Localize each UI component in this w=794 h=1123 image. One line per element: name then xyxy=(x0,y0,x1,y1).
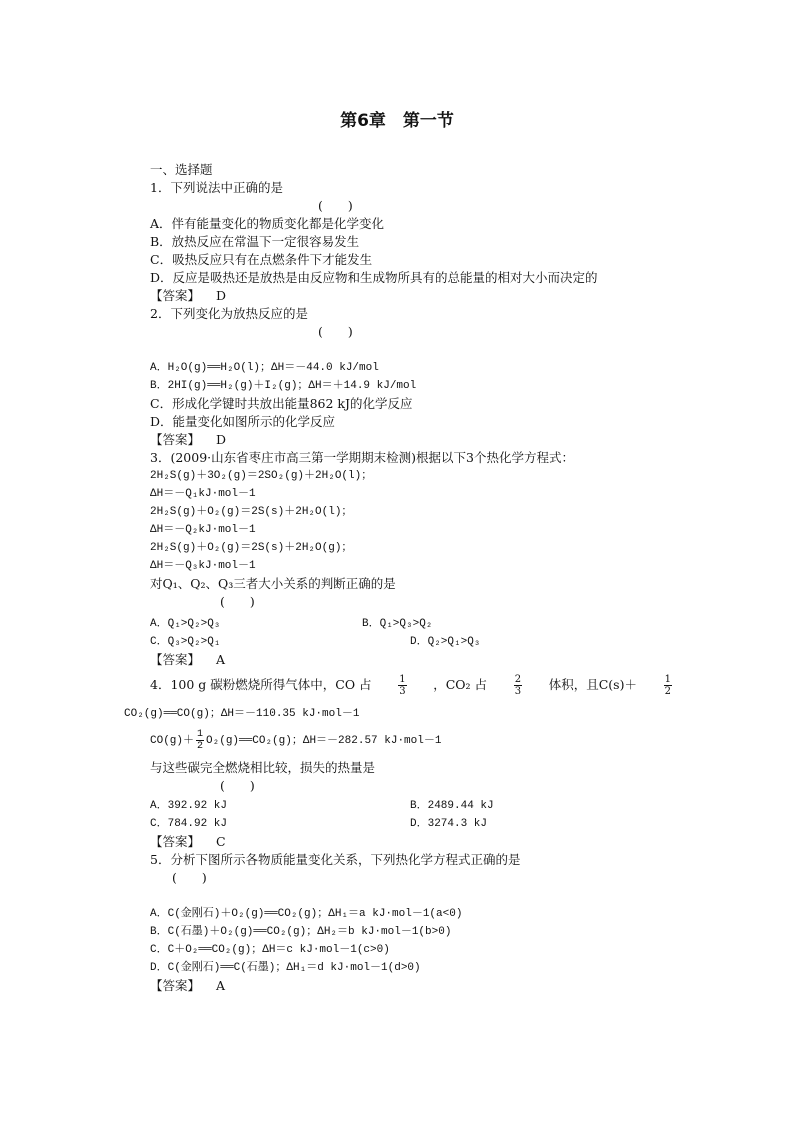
question-ask: 与这些碳完全燃烧相比较，损失的热量是 xyxy=(150,760,376,775)
enthalpy-1: ΔH＝－Q₁kJ·mol－1 xyxy=(150,488,256,500)
answer-value: D xyxy=(216,288,227,303)
option-a: A．Q₁>Q₂>Q₃ xyxy=(150,618,221,630)
equation-3: 2H₂S(g)＋O₂(g)＝2S(s)＋2H₂O(g)； xyxy=(150,542,353,554)
option-a: A．伴有能量变化的物质变化都是化学变化 xyxy=(150,216,385,231)
fraction-two-thirds: $\frac{2}{3}$ xyxy=(514,673,522,697)
option-d: D．能量变化如图所示的化学反应 xyxy=(150,414,336,429)
answer-label: 【答案】 xyxy=(150,834,201,849)
answer-value: A xyxy=(216,978,226,993)
answer-label: 【答案】 xyxy=(150,432,201,447)
option-a: A．C(金刚石)＋O₂(g)══CO₂(g)；ΔH₁＝a kJ·mol－1(a<0) xyxy=(150,908,463,920)
option-b: B．2HI(g)══H₂(g)＋I₂(g)；ΔH＝＋14.9 kJ/mol xyxy=(150,380,417,392)
answer-line xyxy=(150,432,226,448)
option-c: C．形成化学键时共放出能量862 kJ的化学反应 xyxy=(150,396,413,411)
option-c: C．C＋O₂══CO₂(g)；ΔH＝c kJ·mol－1(c>0) xyxy=(150,944,390,956)
fraction-one-half: $\frac{1}{2}$ xyxy=(197,728,204,752)
equation-line-3 xyxy=(150,726,441,756)
fraction-one-half: $\frac{1}{2}$ xyxy=(664,673,671,697)
answer-line xyxy=(150,834,226,850)
line3-part-1: CO(g)＋ xyxy=(150,735,195,747)
answer-line xyxy=(150,978,225,994)
enthalpy-2: ΔH＝－Q₂kJ·mol－1 xyxy=(150,524,256,536)
option-b: B．C(石墨)＋O₂(g)══CO₂(g)；ΔH₂＝b kJ·mol－1(b>0) xyxy=(150,926,452,938)
answer-paren: ( ) xyxy=(318,324,353,339)
answer-value: D xyxy=(216,432,227,447)
answer-value: A xyxy=(216,652,226,667)
question-stem xyxy=(150,670,674,700)
section-heading: 一、选择题 xyxy=(150,162,213,177)
question-stem: 3．(2009·山东省枣庄市高三第一学期期末检测)根据以下3个热化学方程式： xyxy=(150,450,574,465)
stem-part-2: ，CO₂ 占 xyxy=(433,677,488,692)
answer-line xyxy=(150,288,226,304)
option-c: C．784.92 kJ xyxy=(150,818,228,830)
option-b: B．Q₁>Q₃>Q₂ xyxy=(362,618,433,630)
question-stem: 5．分析下图所示各物质能量变化关系，下列热化学方程式正确的是 xyxy=(150,852,521,867)
answer-paren: ( ) xyxy=(172,870,207,885)
option-d: D．Q₂>Q₁>Q₃ xyxy=(410,636,481,648)
option-c: C．Q₃>Q₂>Q₁ xyxy=(150,636,221,648)
answer-label: 【答案】 xyxy=(150,652,201,667)
equation-1: 2H₂S(g)＋3O₂(g)＝2SO₂(g)＋2H₂O(l)； xyxy=(150,470,373,482)
answer-line xyxy=(150,652,225,668)
option-b: B．2489.44 kJ xyxy=(410,800,494,812)
stem-part-1: 4．100 g 碳粉燃烧所得气体中，CO 占 xyxy=(150,677,372,692)
page-title: 第6章 第一节 xyxy=(340,111,454,131)
enthalpy-3: ΔH＝－Q₃kJ·mol－1 xyxy=(150,560,256,572)
option-d: D．3274.3 kJ xyxy=(410,818,488,830)
option-a: A．H₂O(g)══H₂O(l)；ΔH＝－44.0 kJ/mol xyxy=(150,362,379,374)
answer-paren: ( ) xyxy=(220,594,255,609)
option-d: D．反应是吸热还是放热是由反应物和生成物所具有的总能量的相对大小而决定的 xyxy=(150,270,598,285)
option-d: D．C(金刚石)══C(石墨)；ΔH₁＝d kJ·mol－1(d>0) xyxy=(150,962,421,974)
question-stem: 2．下列变化为放热反应的是 xyxy=(150,306,308,321)
question-ask: 对Q₁、Q₂、Q₃三者大小关系的判断正确的是 xyxy=(150,576,396,591)
option-b: B．放热反应在常温下一定很容易发生 xyxy=(150,234,360,249)
question-stem: 1．下列说法中正确的是 xyxy=(150,180,283,195)
option-c: C．吸热反应只有在点燃条件下才能发生 xyxy=(150,252,373,267)
answer-value: C xyxy=(216,834,226,849)
equation-2: 2H₂S(g)＋O₂(g)＝2S(s)＋2H₂O(l)； xyxy=(150,506,353,518)
stem-part-3: 体积，且C(s)＋ xyxy=(548,677,637,692)
option-a: A．392.92 kJ xyxy=(150,800,228,812)
line3-part-2: O₂(g)══CO₂(g)；ΔH＝－282.57 kJ·mol－1 xyxy=(206,735,442,747)
answer-paren: ( ) xyxy=(220,778,255,793)
fraction-one-third: $\frac{1}{3}$ xyxy=(399,673,406,697)
equation-line-2: CO₂(g)══CO(g)；ΔH＝－110.35 kJ·mol－1 xyxy=(124,708,360,720)
answer-label: 【答案】 xyxy=(150,288,201,303)
answer-paren: ( ) xyxy=(318,198,353,213)
answer-label: 【答案】 xyxy=(150,978,201,993)
